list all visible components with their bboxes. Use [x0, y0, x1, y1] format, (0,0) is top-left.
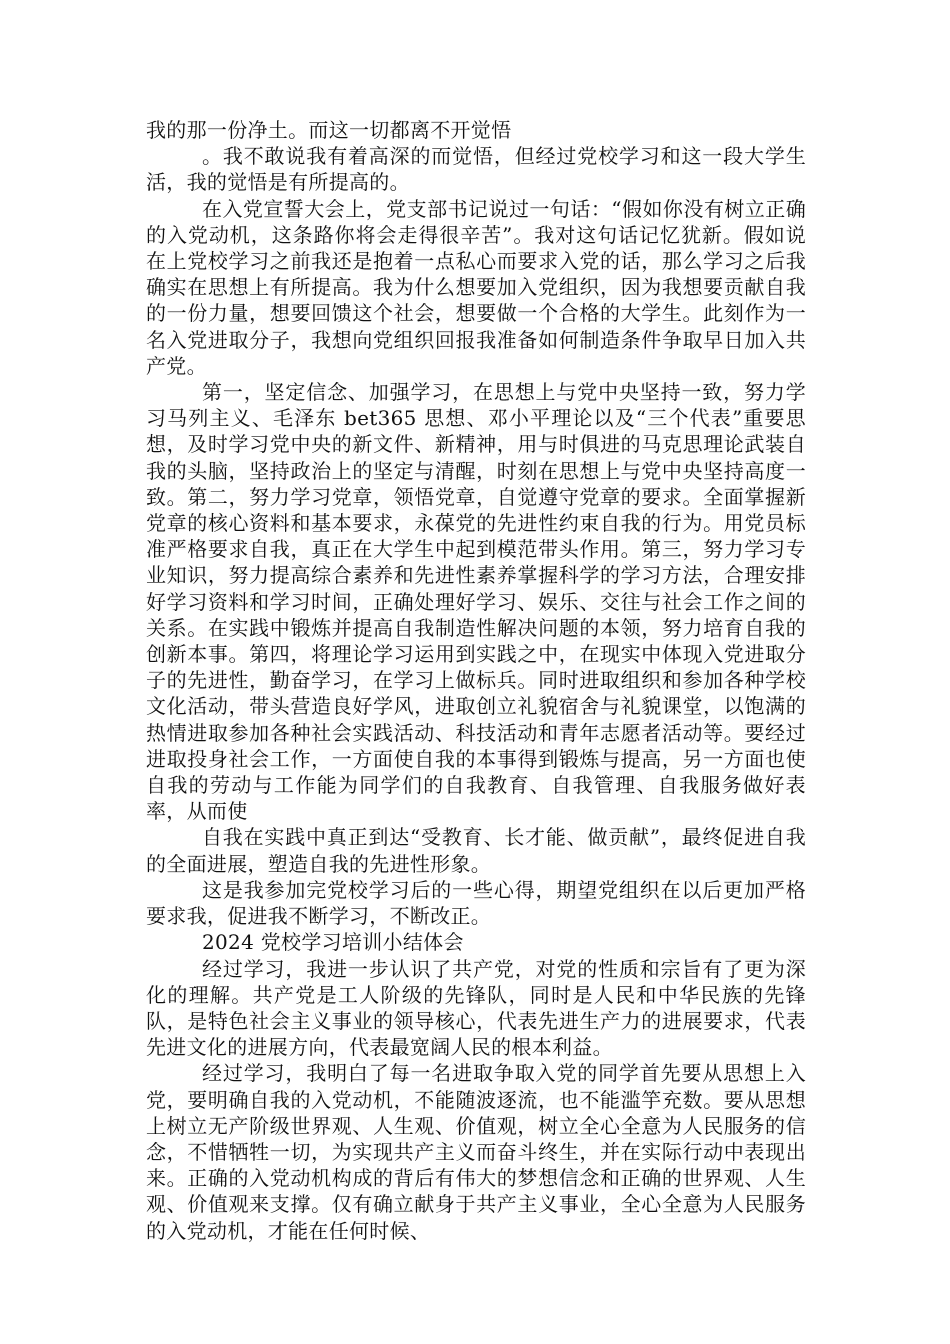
paragraph: 在入党宣誓大会上，党支部书记说过一句话：“假如你没有树立正确的入党动机，这条路你将会走得很辛苦”。我对这句话记忆犹新。假如说在上党校学习之前我还是抱着一点私心而要求入党的话，那么学习之后我确实在思想上有所提高。我为什么想要加入党组织，因为我想要贡献自我的一份力量，想要回馈这个社会，想要做一个合格的大学生。此刻作为一名入党进取分子，我想向党组织回报我准备如何制造条件争取早日加入共产党。	[146, 196, 806, 378]
paragraph: 第一，坚定信念、加强学习，在思想上与党中央坚持一致，努力学习马列主义、毛泽东 bet365 思想、邓小平理论以及“三个代表”重要思想，及时学习党中央的新文件、新精神，用与时俱进的马克思理论武装自我的头脑，坚持政治上的坚定与清醒，时刻在思想上与党中央坚持高度一致。第二，努力学习党章，领悟党章，自觉遵守党章的要求。全面掌握新党章的核心资料和基本要求，永葆党的先进性约束自我的行为。用党员标准严格要求自我，真正在大学生中起到模范带头作用。第三，努力学习专业知识，努力提高综合素养和先进性素养掌握科学的学习方法，合理安排好学习资料和学习时间，正确处理好学习、娱乐、交往与社会工作之间的关系。在实践中锻炼并提高自我制造性解决问题的本领，努力培育自我的创新本事。第四，将理论学习运用到实践之中，在现实中体现入党进取分子的先进性，勤奋学习，在学习上做标兵。同时进取组织和参加各种学校文化活动，带头营造良好学风，进取创立礼貌宿舍与礼貌课堂，以饱满的热情进取参加各种社会实践活动、科技活动和青年志愿者活动等。要经过进取投身社会工作，一方面使自我的本事得到锻炼与提高，另一方面也使自我的劳动与工作能为同学们的自我教育、自我管理、自我服务做好表率，从而使	[146, 380, 806, 824]
section-heading: 2024 党校学习培训小结体会	[202, 930, 464, 955]
paragraph: 。我不敢说我有着高深的而觉悟，但经过党校学习和这一段大学生活，我的觉悟是有所提高的。	[146, 144, 806, 195]
paragraph-continuation: 我的那一份净土。而这一切都离不开觉悟	[146, 118, 512, 142]
paragraph: 自我在实践中真正到达“受教育、长才能、做贡献”，最终促进自我的全面进展，塑造自我的先进性形象。	[146, 825, 806, 876]
document-page	[146, 117, 806, 1244]
paragraph: 这是我参加完党校学习后的一些心得，期望党组织在以后更加严格要求我，促进我不断学习，不断改正。	[146, 877, 806, 929]
paragraph: 经过学习，我明白了每一名进取争取入党的同学首先要从思想上入党，要明确自我的入党动机，不能随波逐流，也不能滥竽充数。要从思想上树立无产阶级世界观、人生观、价值观，树立全心全意为人民服务的信念，不惜牺牲一切，为实现共产主义而奋斗终生，并在实际行动中表现出来。正确的入党动机构成的背后有伟大的梦想信念和正确的世界观、人生观、价值观来支撑。仅有确立献身于共产主义事业，全心全意为人民服务的入党动机，才能在任何时候、	[146, 1061, 806, 1243]
paragraph: 经过学习，我进一步认识了共产党，对党的性质和宗旨有了更为深化的理解。共产党是工人阶级的先锋队，同时是人民和中华民族的先锋队，是特色社会主义事业的领导核心，代表先进生产力的进展要求，代表先进文化的进展方向，代表最宽阔人民的根本利益。	[146, 956, 806, 1060]
